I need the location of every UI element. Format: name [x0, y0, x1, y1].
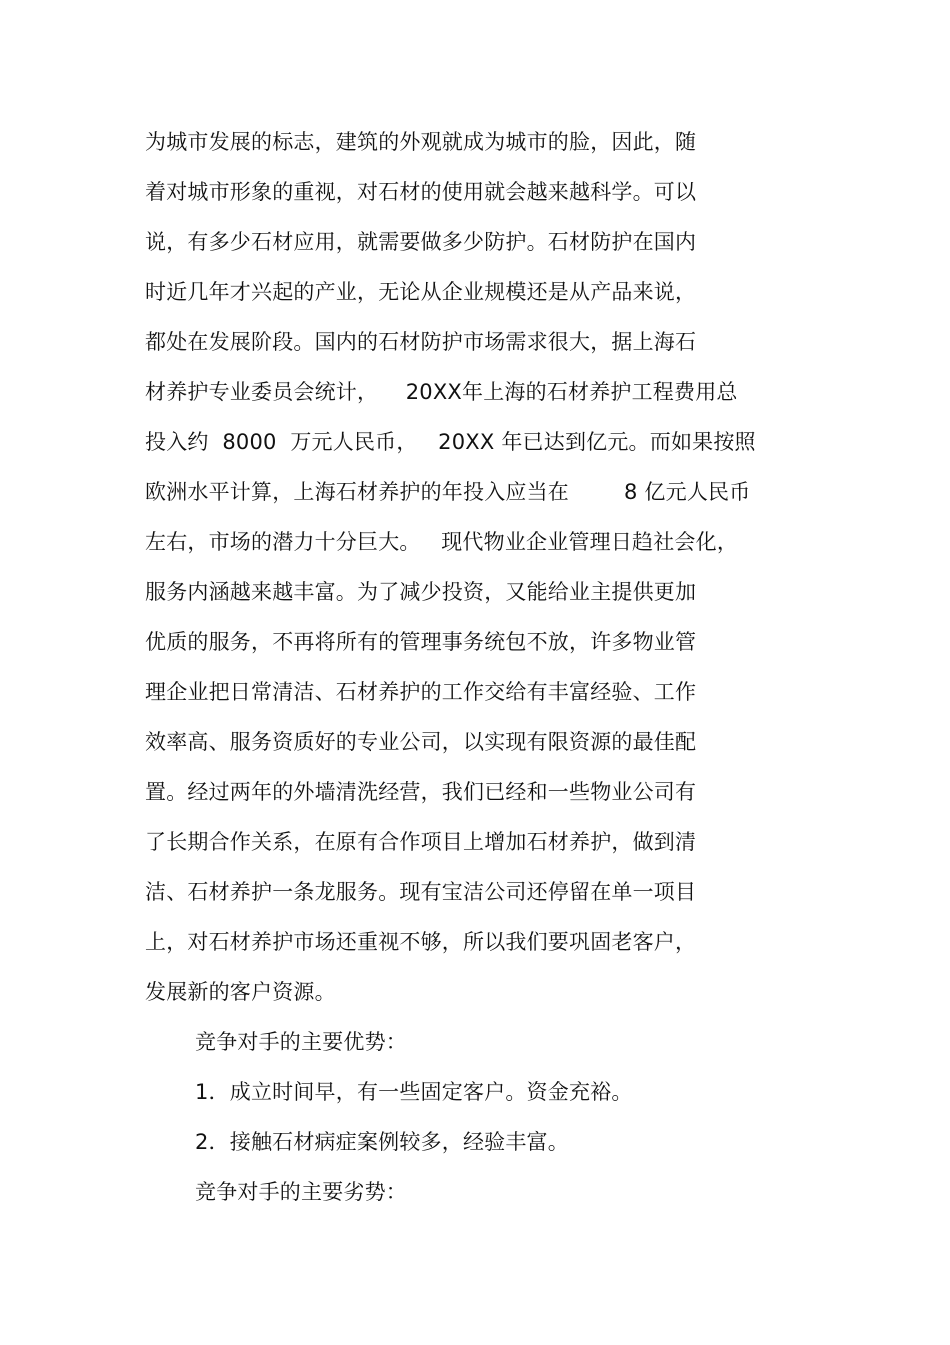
body-line-6: 材养护专业委员会统计， 20XX年上海的石材养护工程费用总: [145, 380, 738, 404]
body-line-7: 投入约 8000 万元人民币， 20XX 年已达到亿元。而如果按照: [145, 430, 756, 454]
disadvantages-heading: 竞争对手的主要劣势：: [195, 1180, 407, 1204]
body-line-9: 左右，市场的潜力十分巨大。 现代物业企业管理日趋社会化，: [145, 530, 739, 554]
advantage-item-2: 2．接触石材病症案例较多，经验丰富。: [195, 1130, 569, 1154]
body-line-15: 了长期合作关系，在原有合作项目上增加石材养护，做到清: [145, 830, 697, 854]
body-line-11: 优质的服务，不再将所有的管理事务统包不放，许多物业管: [145, 630, 697, 654]
body-line-17: 上，对石材养护市场还重视不够，所以我们要巩固老客户，: [145, 930, 697, 954]
body-line-4: 时近几年才兴起的产业，无论从企业规模还是从产品来说，: [145, 280, 697, 304]
body-line-5: 都处在发展阶段。国内的石材防护市场需求很大，据上海石: [145, 330, 697, 354]
body-line-13: 效率高、服务资质好的专业公司，以实现有限资源的最佳配: [145, 730, 697, 754]
body-line-2: 着对城市形象的重视，对石材的使用就会越来越科学。可以: [145, 180, 697, 204]
body-line-10: 服务内涵越来越丰富。为了减少投资，又能给业主提供更加: [145, 580, 697, 604]
body-line-16: 洁、石材养护一条龙服务。现有宝洁公司还停留在单一项目: [145, 880, 697, 904]
body-line-3: 说，有多少石材应用，就需要做多少防护。石材防护在国内: [145, 230, 697, 254]
body-line-14: 置。经过两年的外墙清洗经营，我们已经和一些物业公司有: [145, 780, 697, 804]
advantages-heading: 竞争对手的主要优势：: [195, 1030, 407, 1054]
body-line-12: 理企业把日常清洁、石材养护的工作交给有丰富经验、工作: [145, 680, 697, 704]
advantage-item-1: 1．成立时间早，有一些固定客户。资金充裕。: [195, 1080, 633, 1104]
body-line-18: 发展新的客户资源。: [145, 980, 336, 1004]
body-line-1: 为城市发展的标志，建筑的外观就成为城市的脸，因此，随: [145, 130, 697, 154]
body-line-8: 欧洲水平计算，上海石材养护的年投入应当在 8 亿元人民币: [145, 480, 751, 504]
